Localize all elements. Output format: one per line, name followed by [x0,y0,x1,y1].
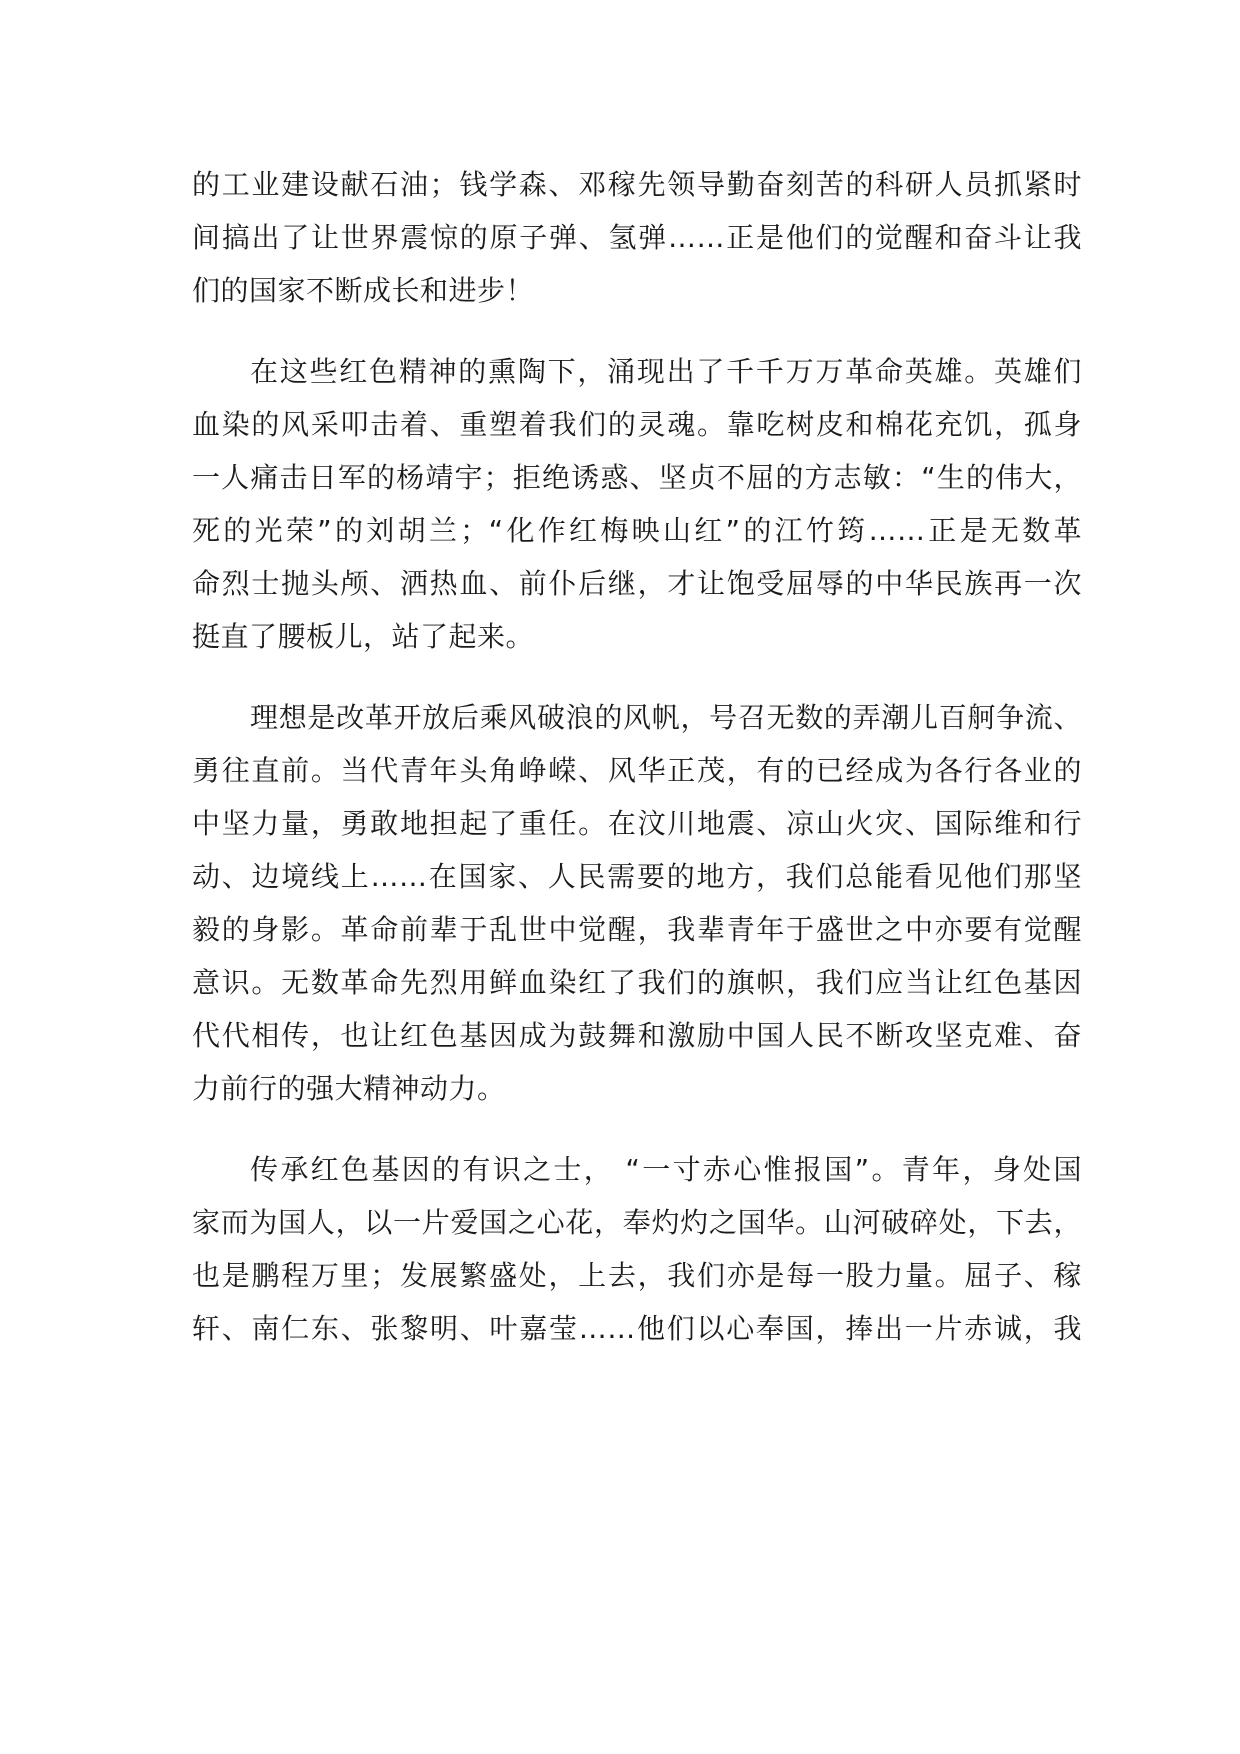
text-line: 一人痛击日军的杨靖宇；拒绝诱惑、坚贞不屈的方志敏：“生的伟大， [192,461,1082,494]
text-line: 血染的风采叩击着、重塑着我们的灵魂。靠吃树皮和棉花充饥，孤身 [192,408,1082,441]
text-line: 死的光荣”的刘胡兰；“化作红梅映山红”的江竹筠……正是无数革 [192,514,1082,547]
text-line: 在这些红色精神的熏陶下，涌现出了千千万万革命英雄。英雄们 [250,355,1082,388]
text-line: 轩、南仁东、张黎明、叶嘉莹……他们以心奉国，捧出一片赤诚，我 [192,1312,1082,1345]
paragraph-2 [192,345,1082,663]
text-line: 们的国家不断成长和进步！ [192,274,535,307]
text-line: 理想是改革开放后乘风破浪的风帆，号召无数的弄潮儿百舸争流、 [250,701,1082,734]
text-line: 的工业建设献石油；钱学森、邓稼先领导勤奋刻苦的科研人员抓紧时 [192,168,1082,201]
text-line: 也是鹏程万里；发展繁盛处，上去，我们亦是每一股力量。屈子、稼 [192,1259,1082,1292]
text-line: 动、边境线上……在国家、人民需要的地方，我们总能看见他们那坚 [192,860,1082,893]
text-line: 间搞出了让世界震惊的原子弹、氢弹……正是他们的觉醒和奋斗让我 [192,221,1082,254]
text-line: 中坚力量，勇敢地担起了重任。在汶川地震、凉山火灾、国际维和行 [192,807,1082,840]
paragraph-1 [192,158,1082,317]
text-line: 传承红色基因的有识之士， “一寸赤心惟报国”。青年，身处国 [250,1153,1082,1186]
text-line: 力前行的强大精神动力。 [192,1072,506,1105]
text-line: 意识。无数革命先烈用鲜血染红了我们的旗帜，我们应当让红色基因 [192,966,1082,999]
body-text [192,158,1082,1383]
paragraph-3 [192,691,1082,1115]
text-line: 家而为国人，以一片爱国之心花，奉灼灼之国华。山河破碎处，下去， [192,1206,1082,1239]
text-line: 挺直了腰板儿，站了起来。 [192,620,535,653]
paragraph-4 [192,1143,1082,1355]
text-line: 命烈士抛头颅、洒热血、前仆后继，才让饱受屈辱的中华民族再一次 [192,567,1082,600]
text-line: 毅的身影。革命前辈于乱世中觉醒，我辈青年于盛世之中亦要有觉醒 [192,913,1082,946]
text-line: 代代相传，也让红色基因成为鼓舞和激励中国人民不断攻坚克难、奋 [192,1019,1082,1052]
text-line: 勇往直前。当代青年头角峥嵘、风华正茂，有的已经成为各行各业的 [192,754,1082,787]
